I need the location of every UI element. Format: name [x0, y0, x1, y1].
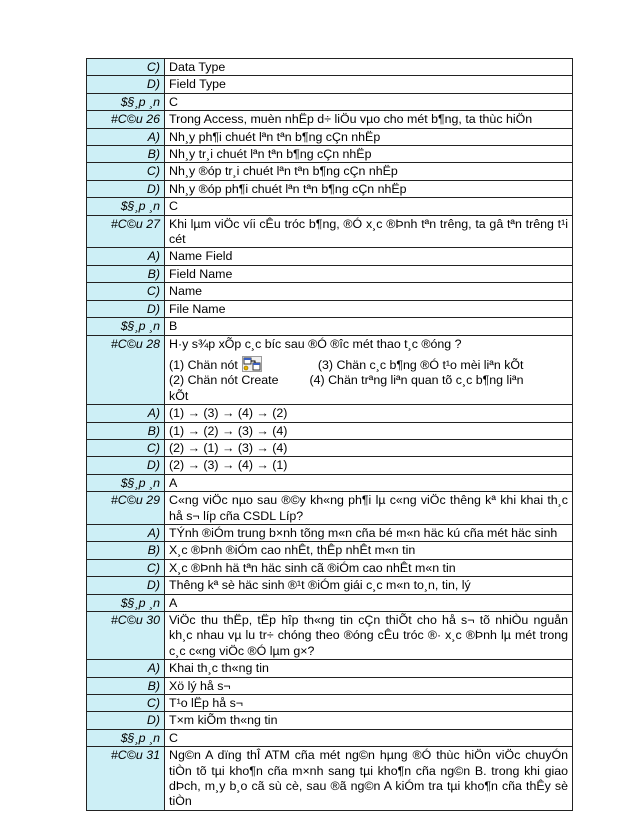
row-text: Field Name — [165, 265, 573, 282]
table-row — [87, 457, 573, 474]
row-text: Trong Access, muèn nhËp d÷ liÖu vµo cho mét b¶ng, ta thùc hiÖn — [165, 111, 573, 128]
table-row — [87, 594, 573, 611]
table-row — [87, 198, 573, 215]
row-text: Nh¸y ®óp ph¶i chuét lªn tªn b¶ng cÇn nhËp — [165, 180, 573, 197]
row-label: D) — [87, 457, 165, 474]
table-row — [87, 248, 573, 265]
row-text: T¹o lËp hå s¬ — [165, 695, 573, 712]
row-label: B) — [87, 422, 165, 439]
step-4-text: (4) Chän trªng liªn quan tõ c¸c b¶ng liªn — [309, 373, 524, 388]
question-28-step-line — [169, 373, 568, 388]
step-4-continued: kÕt — [169, 388, 189, 403]
table-row — [87, 439, 573, 456]
row-text: TÝnh ®iÓm trung b×nh tõng m«n cña bé m«n häc kú cña mét häc sinh — [165, 524, 573, 541]
question-28-step-line — [169, 356, 568, 373]
row-label: A) — [87, 248, 165, 265]
table-row — [87, 128, 573, 145]
row-text: Thêng kª sè häc sinh ®¹t ®iÓm giái c¸c m«n to¸n, tin, lý — [165, 577, 573, 594]
row-label: B) — [87, 677, 165, 694]
step-2-text: (2) Chän nót Create — [169, 373, 279, 388]
row-text: B — [165, 318, 573, 335]
row-text: Name Field — [165, 248, 573, 265]
table-row — [87, 695, 573, 712]
row-label: #C©u 31 — [87, 747, 165, 811]
row-text: C — [165, 729, 573, 746]
table-row — [87, 59, 573, 76]
table-row — [87, 612, 573, 660]
question-28-text — [165, 335, 573, 405]
table-row — [87, 283, 573, 300]
row-text: C — [165, 93, 573, 110]
row-text: Nh¸y tr¸i chuét lªn tªn b¶ng cÇn nhËp — [165, 146, 573, 163]
row-text: Name — [165, 283, 573, 300]
table-row — [87, 542, 573, 559]
row-label: $§¸p ¸n — [87, 198, 165, 215]
row-label: #C©u 28 — [87, 335, 165, 405]
row-text: (1) → (2) → (3) → (4) — [165, 422, 573, 439]
quiz-table — [86, 58, 573, 811]
row-text: X¸c ®Þnh hä tªn häc sinh cã ®iÓm cao nhÊt m«n tin — [165, 559, 573, 576]
table-row — [87, 76, 573, 93]
table-row — [87, 577, 573, 594]
table-row — [87, 300, 573, 317]
table-row — [87, 215, 573, 248]
table-row — [87, 265, 573, 282]
table-row — [87, 318, 573, 335]
row-text: A — [165, 594, 573, 611]
row-text: C — [165, 198, 573, 215]
question-28-intro: H·y s¾p xÕp c¸c bíc sau ®Ó ®îc mét thao t¸c ®óng ? — [169, 336, 462, 351]
row-text: (1) → (3) → (4) → (2) — [165, 405, 573, 422]
table-row — [87, 163, 573, 180]
row-text: File Name — [165, 300, 573, 317]
table-row — [87, 660, 573, 677]
row-label: D) — [87, 76, 165, 93]
row-label: C) — [87, 163, 165, 180]
table-row — [87, 524, 573, 541]
row-label: C) — [87, 59, 165, 76]
relationships-icon — [242, 356, 262, 372]
quiz-table-body — [87, 59, 573, 811]
row-label: D) — [87, 712, 165, 729]
row-label: C) — [87, 439, 165, 456]
row-text: A — [165, 474, 573, 491]
table-row — [87, 677, 573, 694]
row-label: A) — [87, 660, 165, 677]
row-label: $§¸p ¸n — [87, 93, 165, 110]
row-text: Nh¸y ®óp tr¸i chuét lªn tªn b¶ng cÇn nhËp — [165, 163, 573, 180]
table-row — [87, 492, 573, 525]
row-text: Ng©n A dïng thÎ ATM cña mét ng©n hµng ®Ó thùc hiÖn viÖc chuyÓn tiÒn tõ tµi kho¶n cña m×nh sang tµi kho¶n cña ng©n B. trong khi giao dÞch, m¸y b¸o cã sù cè, sau ®ã ng©n A kiÓm tra tµi kho¶n cña thÊy sè tiÒn — [165, 747, 573, 811]
table-row — [87, 559, 573, 576]
row-label: B) — [87, 542, 165, 559]
row-label: $§¸p ¸n — [87, 474, 165, 491]
table-row — [87, 405, 573, 422]
row-text: X¸c ®Þnh ®iÓm cao nhÊt, thÊp nhÊt m«n tin — [165, 542, 573, 559]
row-label: D) — [87, 300, 165, 317]
row-label: A) — [87, 405, 165, 422]
row-label: B) — [87, 146, 165, 163]
row-text: T×m kiÕm th«ng tin — [165, 712, 573, 729]
row-text: Field Type — [165, 76, 573, 93]
row-label: C) — [87, 559, 165, 576]
table-row — [87, 729, 573, 746]
table-row — [87, 180, 573, 197]
step-3-text: (3) Chän c¸c b¶ng ®Ó t¹o mèi liªn kÕt — [317, 357, 524, 372]
row-text: Nh¸y ph¶i chuét lªn tªn b¶ng cÇn nhËp — [165, 128, 573, 145]
step-1-text: (1) Chän nót — [169, 357, 238, 372]
table-row — [87, 712, 573, 729]
table-row — [87, 474, 573, 491]
table-row — [87, 747, 573, 811]
row-label: $§¸p ¸n — [87, 729, 165, 746]
row-text: Data Type — [165, 59, 573, 76]
row-text: (2) → (3) → (4) → (1) — [165, 457, 573, 474]
row-label: $§¸p ¸n — [87, 594, 165, 611]
table-row — [87, 422, 573, 439]
row-text: C«ng viÖc nµo sau ®©y kh«ng ph¶i lµ c«ng viÖc thêng kª khi khai th¸c hå s¬ líp cña CSDL Líp? — [165, 492, 573, 525]
table-row-question-28 — [87, 335, 573, 405]
row-text: (2) → (1) → (3) → (4) — [165, 439, 573, 456]
row-label: D) — [87, 577, 165, 594]
row-label: #C©u 27 — [87, 215, 165, 248]
row-label: C) — [87, 695, 165, 712]
row-label: C) — [87, 283, 165, 300]
row-label: D) — [87, 180, 165, 197]
row-label: #C©u 30 — [87, 612, 165, 660]
row-label: A) — [87, 524, 165, 541]
table-row — [87, 111, 573, 128]
row-text: Khai th¸c th«ng tin — [165, 660, 573, 677]
row-label: #C©u 29 — [87, 492, 165, 525]
table-row — [87, 93, 573, 110]
row-text: Xö lý hå s¬ — [165, 677, 573, 694]
row-label: A) — [87, 128, 165, 145]
row-text: Khi lµm viÖc víi cÊu tróc b¶ng, ®Ó x¸c ®Þnh tªn trêng, ta gâ tªn trêng t¹i cét — [165, 215, 573, 248]
row-label: $§¸p ¸n — [87, 318, 165, 335]
row-label: #C©u 26 — [87, 111, 165, 128]
table-row — [87, 146, 573, 163]
row-label: B) — [87, 265, 165, 282]
row-text: ViÖc thu thËp, tËp hîp th«ng tin cÇn thiÕt cho hå s¬ tõ nhiÒu nguån kh¸c nhau vµ lu tr÷ chóng theo ®óng cÊu tróc ®· x¸c ®Þnh lµ mét trong c¸c c«ng viÖc ®Ó lµm g×? — [165, 612, 573, 660]
